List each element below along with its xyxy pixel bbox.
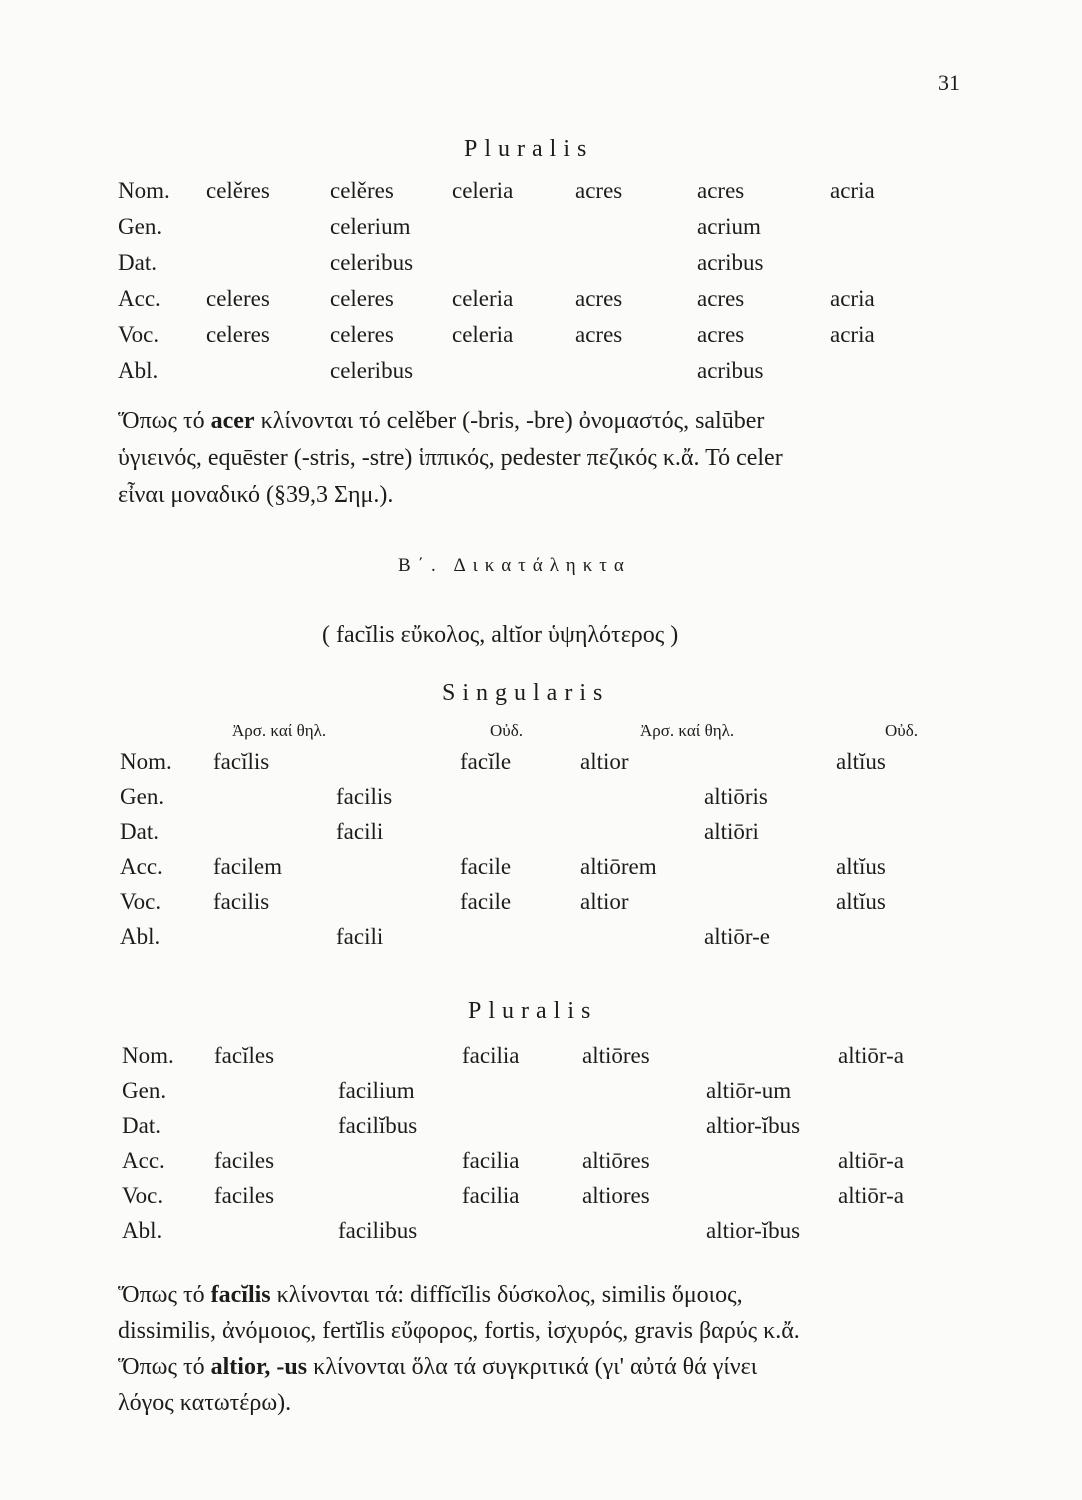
text-span: κλίνονται τό celěber (-bris, -bre) ὀνομαστός, salūber	[260, 408, 765, 434]
declension-form: facilis	[336, 784, 393, 809]
declension-form: altiores	[582, 1183, 650, 1208]
declension-form: facilium	[338, 1078, 415, 1103]
declension-form: acres	[575, 178, 623, 203]
bold-term: altior, -us	[210, 1354, 308, 1380]
declension-form: altior-ĭbus	[706, 1113, 801, 1138]
text-span: Ὅπως τό	[118, 1354, 205, 1380]
declension-form: facile	[460, 889, 512, 914]
declension-form: facilia	[462, 1043, 520, 1068]
paragraph-line: dissimilis, ἀνόμοιος, fertĭlis εὔφορος, fortis, ἰσχυρός, gravis βαρύς κ.ἄ.	[118, 1318, 800, 1344]
declension-form: celeres	[206, 322, 270, 347]
declension-form: facilibus	[338, 1218, 418, 1243]
bold-term: acer	[210, 408, 255, 434]
text-span: Ὅπως τό	[118, 408, 205, 434]
declension-form: acria	[830, 322, 875, 347]
declension-form: celeria	[452, 178, 514, 203]
declension-form: facĭles	[214, 1043, 275, 1068]
section-heading-pluralis: Pluralis	[464, 136, 594, 162]
paragraph-line: εἶναι μοναδικό (§39,3 Σημ.).	[118, 482, 394, 508]
case-label: Acc.	[122, 1148, 165, 1173]
declension-form: facili	[336, 924, 384, 949]
declension-form: altiōr-a	[838, 1183, 904, 1208]
heading-singularis: Singularis	[442, 680, 610, 706]
declension-form: altiōr-a	[838, 1043, 904, 1068]
declension-form: acres	[697, 286, 745, 311]
declension-form: celěres	[206, 178, 270, 203]
column-header-masc-fem: Ἀρσ. καί θηλ.	[640, 721, 735, 740]
section-heading-dikatalekta: Β΄. Δικατάληκτα	[398, 555, 631, 576]
paragraph-line	[118, 408, 764, 435]
declension-form: facilis	[213, 889, 270, 914]
declension-form: faciles	[214, 1183, 275, 1208]
declension-form: facĭle	[460, 749, 512, 774]
column-header-masc-fem: Ἀρσ. καί θηλ.	[232, 721, 327, 740]
declension-form: acria	[830, 286, 875, 311]
declension-form: altiōris	[704, 784, 768, 809]
declension-form: celeres	[330, 322, 394, 347]
declension-form: acres	[575, 322, 623, 347]
page-number: 31	[938, 70, 960, 95]
declension-form: acres	[575, 286, 623, 311]
declension-form: celěres	[330, 178, 394, 203]
case-label: Nom.	[122, 1043, 174, 1068]
case-label: Gen.	[122, 1078, 167, 1103]
case-label: Gen.	[118, 214, 163, 239]
case-label: Nom.	[120, 749, 172, 774]
bold-term: facĭlis	[210, 1282, 271, 1308]
heading-pluralis: Pluralis	[468, 998, 598, 1024]
declension-form: acres	[697, 322, 745, 347]
declension-form: altiōres	[582, 1148, 650, 1173]
declension-form: celeribus	[330, 358, 414, 383]
paragraph-line: λόγος κατωτέρω).	[118, 1390, 292, 1416]
declension-form: altiōres	[582, 1043, 650, 1068]
case-label: Abl.	[122, 1218, 163, 1243]
text-span: κλίνονται τά: diffĭcĭlis δύσκολος, similis ὅμοιος,	[276, 1282, 743, 1308]
paragraph-line	[118, 1354, 757, 1381]
case-label: Voc.	[120, 889, 162, 914]
declension-form: altiōri	[704, 819, 759, 844]
paragraph-line: ὑγιεινός, equēster (-stris, -stre) ἱππικός, pedester πεζικός κ.ἄ. Τό celer	[118, 445, 783, 471]
case-label: Acc.	[120, 854, 163, 879]
declension-form: facilĭbus	[338, 1113, 418, 1138]
declension-form: facilia	[462, 1148, 520, 1173]
declension-form: acribus	[697, 358, 764, 383]
declension-form: altiōr-um	[706, 1078, 792, 1103]
declension-form: altiōr-e	[704, 924, 770, 949]
declension-form: celeria	[452, 322, 514, 347]
column-header-neuter: Οὐδ.	[885, 721, 918, 740]
text-span: κλίνονται ὅλα τά συγκριτικά (γι' αὐτά θά γίνει	[313, 1354, 758, 1380]
declension-form: facilem	[213, 854, 282, 879]
declension-form: altiōr-a	[838, 1148, 904, 1173]
case-label: Acc.	[118, 286, 161, 311]
declension-form: altĭus	[836, 854, 886, 879]
declension-form: celerium	[330, 214, 411, 239]
declension-form: facilia	[462, 1183, 520, 1208]
declension-form: acribus	[697, 250, 764, 275]
declension-form: altior	[580, 889, 629, 914]
declension-form: celeres	[206, 286, 270, 311]
case-label: Abl.	[118, 358, 159, 383]
declension-form: acres	[697, 178, 745, 203]
declension-form: acrium	[697, 214, 761, 239]
declension-form: altĭus	[836, 749, 886, 774]
section-subtitle: ( facĭlis εὔκολος, altĭor ὑψηλότερος )	[322, 622, 679, 648]
declension-form: altior-ĭbus	[706, 1218, 801, 1243]
declension-form: celeria	[452, 286, 514, 311]
case-label: Dat.	[118, 250, 157, 275]
declension-form: facile	[460, 854, 512, 879]
case-label: Dat.	[120, 819, 159, 844]
paragraph-line	[118, 1282, 743, 1309]
declension-form: acria	[830, 178, 875, 203]
column-header-neuter: Οὐδ.	[490, 721, 523, 740]
case-label: Abl.	[120, 924, 161, 949]
declension-form: altĭus	[836, 889, 886, 914]
case-label: Nom.	[118, 178, 170, 203]
text-span: Ὅπως τό	[118, 1282, 205, 1308]
declension-form: altiōrem	[580, 854, 657, 879]
declension-form: facili	[336, 819, 384, 844]
declension-form: celeres	[330, 286, 394, 311]
case-label: Voc.	[122, 1183, 164, 1208]
declension-form: altior	[580, 749, 629, 774]
case-label: Dat.	[122, 1113, 161, 1138]
case-label: Voc.	[118, 322, 160, 347]
declension-form: faciles	[214, 1148, 275, 1173]
declension-form: facĭlis	[213, 749, 270, 774]
case-label: Gen.	[120, 784, 165, 809]
declension-form: celeribus	[330, 250, 414, 275]
